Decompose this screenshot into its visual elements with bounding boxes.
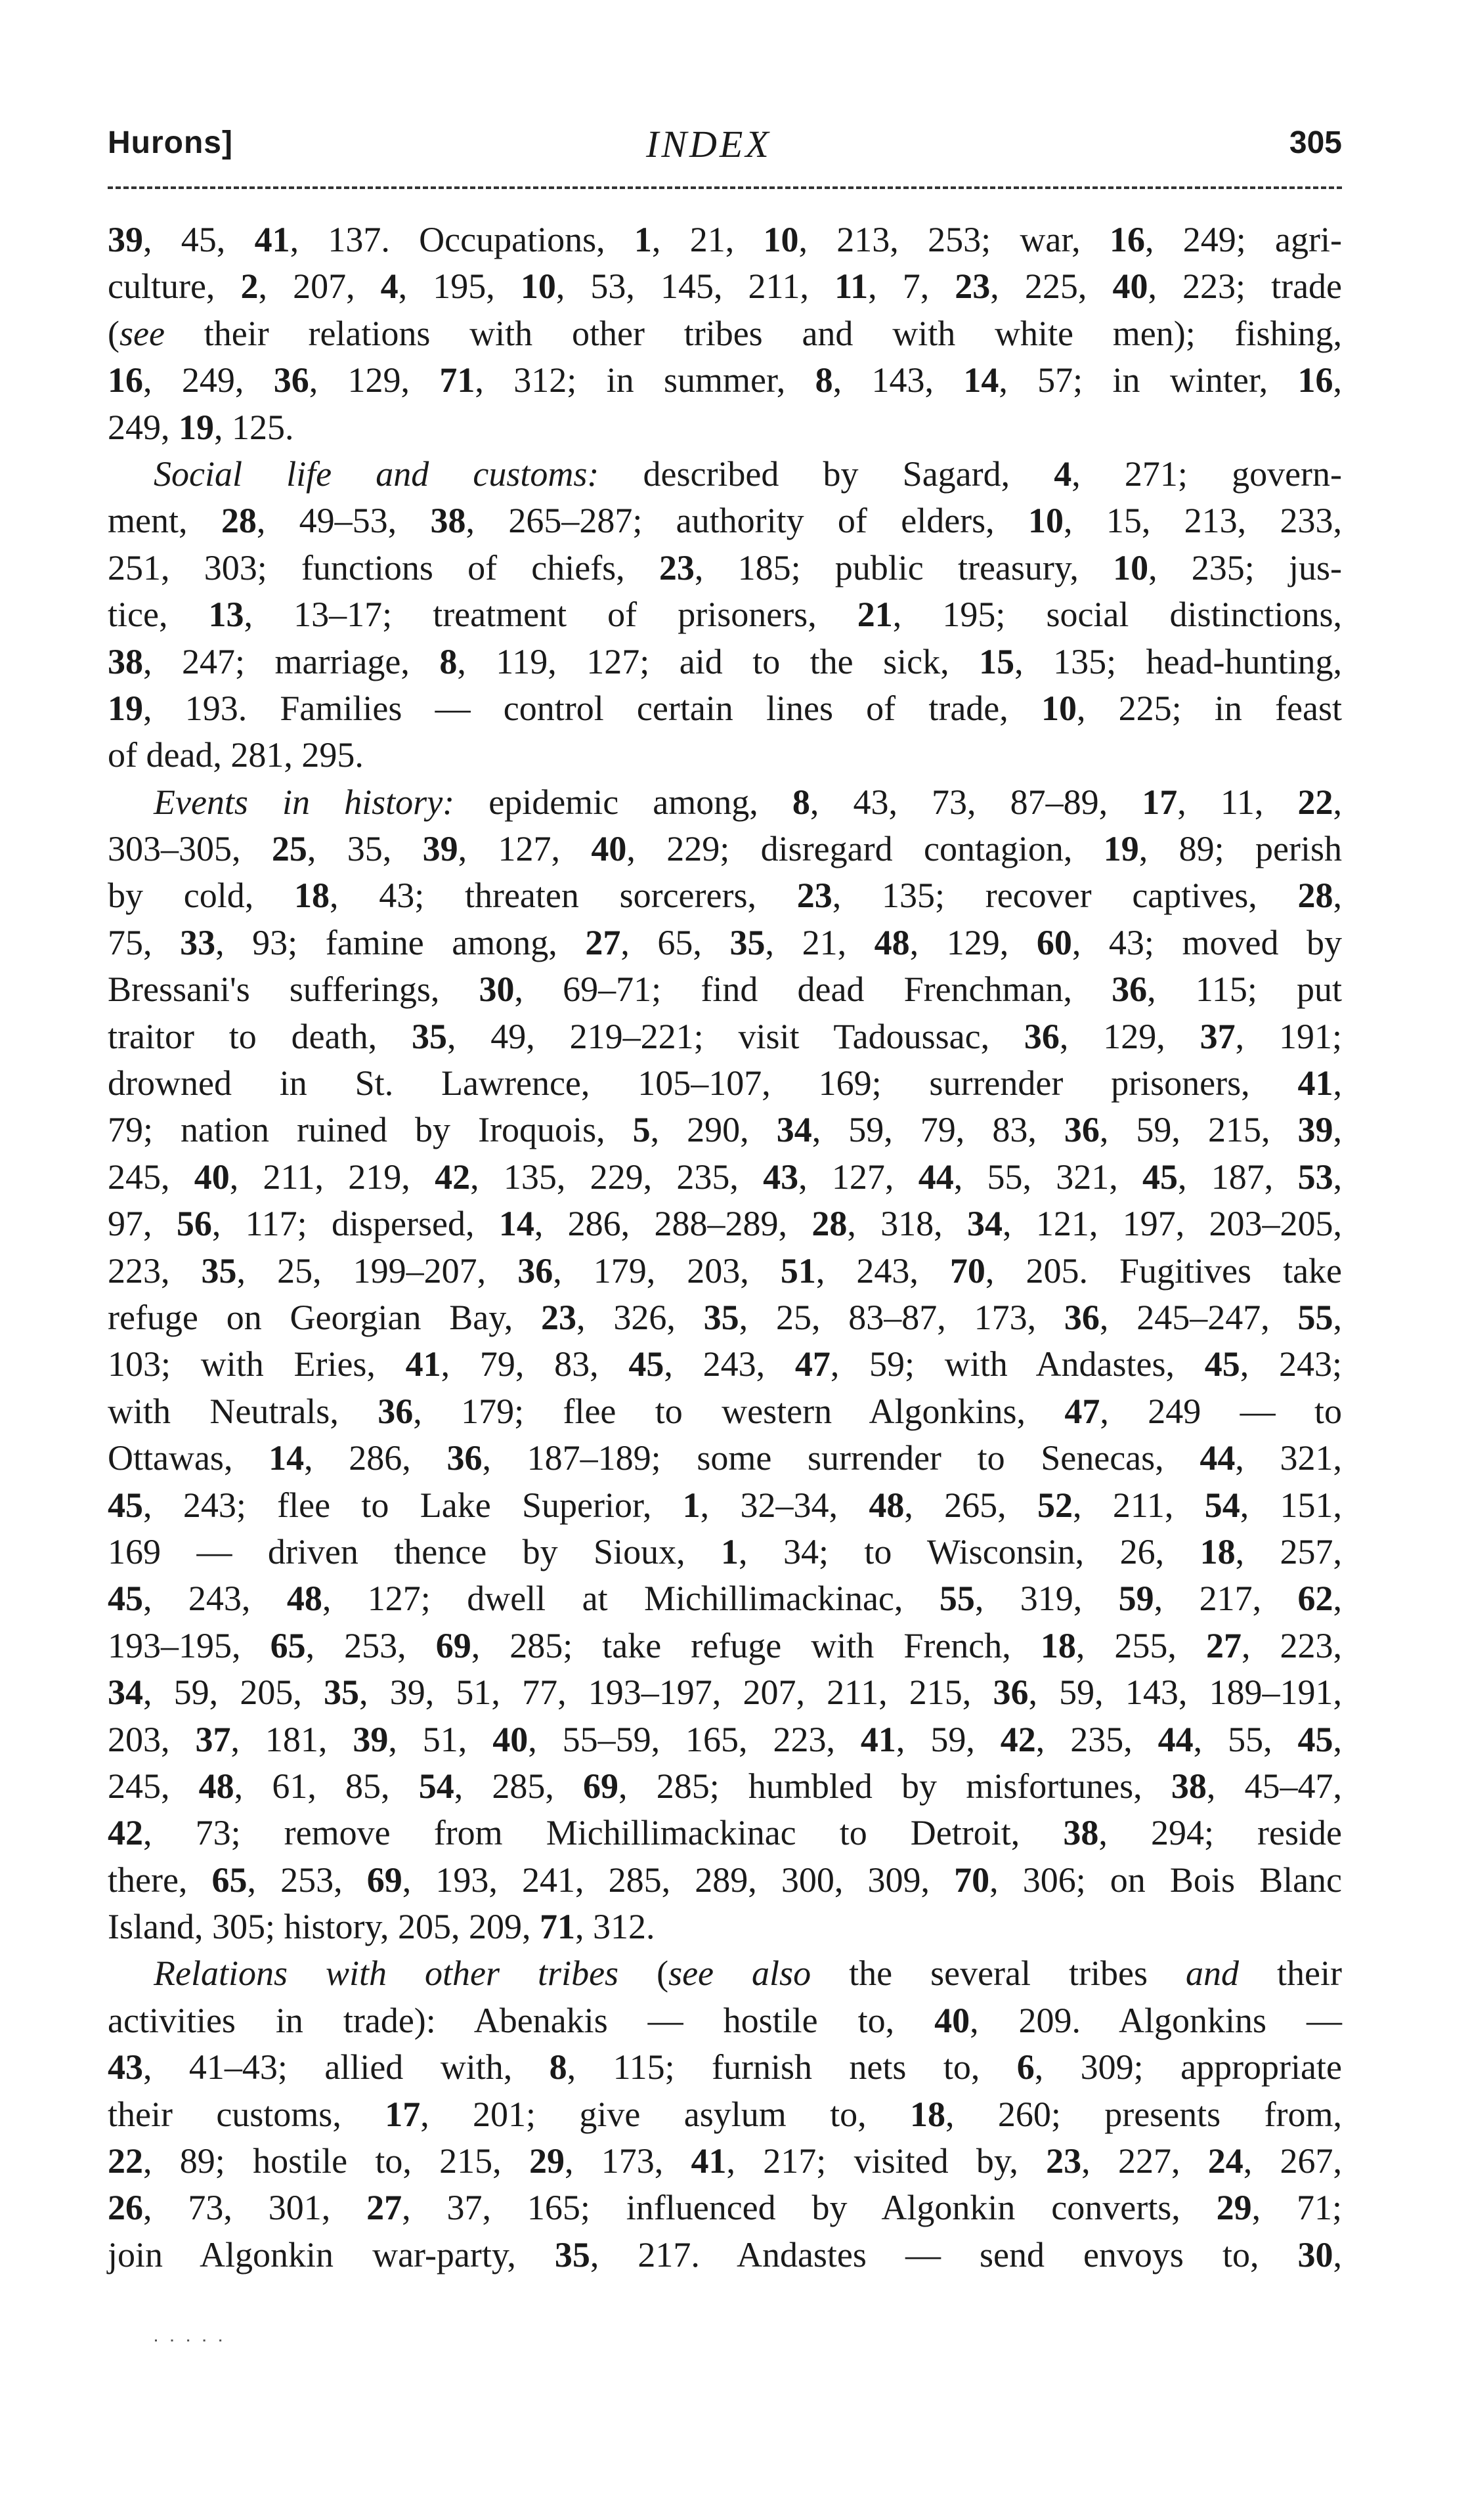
index-line: of dead, 281, 295.: [108, 735, 364, 775]
index-line: Ottawas, 14, 286, 36, 187–189; some surrender to Senecas, 44, 321,: [108, 1438, 1343, 1478]
index-line: 16, 249, 36, 129, 71, 312; in summer, 8, 143, 14, 57; in winter, 16,: [108, 360, 1343, 400]
index-line: 26, 73, 301, 27, 37, 165; influenced by Algonkin converts, 29, 71;: [108, 2188, 1342, 2228]
index-line: there, 65, 253, 69, 193, 241, 285, 289, 300, 309, 70, 306; on Bois Blanc: [108, 1860, 1343, 1900]
index-line: Island, 305; history, 205, 209, 71, 312.: [108, 1907, 655, 1947]
index-line: 22, 89; hostile to, 215, 29, 173, 41, 217; visited by, 23, 227, 24, 267,: [108, 2141, 1343, 2181]
index-line: 223, 35, 25, 199–207, 36, 179, 203, 51, 243, 70, 205. Fugitives take: [108, 1250, 1343, 1291]
header-divider: [108, 186, 1342, 189]
index-line: Events in history: epidemic among, 8, 43, 73, 87–89, 17, 11, 22,: [154, 782, 1342, 822]
index-line: Bressani's sufferings, 30, 69–71; find dead Frenchman, 36, 115; put: [108, 970, 1342, 1010]
header-title: INDEX: [646, 123, 771, 165]
index-line: 249, 19, 125.: [108, 407, 294, 447]
index-line: 79; nation ruined by Iroquois, 5, 290, 34, 59, 79, 83, 36, 59, 215, 39,: [108, 1110, 1343, 1150]
index-line: traitor to death, 35, 49, 219–221; visit Tadoussac, 36, 129, 37, 191;: [108, 1016, 1342, 1056]
index-line: 203, 37, 181, 39, 51, 40, 55–59, 165, 223, 41, 59, 42, 235, 44, 55, 45,: [108, 1719, 1343, 1759]
index-line: 103; with Eries, 41, 79, 83, 45, 243, 47, 59; with Andastes, 45, 243;: [108, 1344, 1342, 1384]
index-line: 45, 243; flee to Lake Superior, 1, 32–34, 48, 265, 52, 211, 54, 151,: [108, 1485, 1343, 1525]
index-line: 245, 40, 211, 219, 42, 135, 229, 235, 43, 127, 44, 55, 321, 45, 187, 53,: [108, 1157, 1343, 1197]
running-header: [108, 125, 1342, 177]
index-line: Social life and customs: described by Sagard, 4, 271; govern-: [154, 454, 1342, 494]
index-line: 39, 45, 41, 137. Occupations, 1, 21, 10, 213, 253; war, 16, 249; agri-: [108, 220, 1342, 259]
index-line: 169 — driven thence by Sioux, 1, 34; to Wisconsin, 26, 18, 257,: [108, 1531, 1342, 1571]
index-line: 303–305, 25, 35, 39, 127, 40, 229; disregard contagion, 19, 89; perish: [108, 829, 1343, 869]
index-line: 43, 41–43; allied with, 8, 115; furnish nets to, 6, 309; appropriate: [108, 2047, 1342, 2087]
index-line: 245, 48, 61, 85, 54, 285, 69, 285; humbled by misfortunes, 38, 45–47,: [108, 1766, 1343, 1806]
index-line: join Algonkin war-party, 35, 217. Andastes — send envoys to, 30,: [108, 2234, 1342, 2274]
index-line: 75, 33, 93; famine among, 27, 65, 35, 21, 48, 129, 60, 43; moved by: [108, 922, 1343, 962]
index-line: refuge on Georgian Bay, 23, 326, 35, 25, 83–87, 173, 36, 245–247, 55,: [108, 1297, 1343, 1337]
index-line: by cold, 18, 43; threaten sorcerers, 23, 135; recover captives, 28,: [108, 876, 1342, 916]
index-body: [108, 217, 1342, 2278]
index-line: 19, 193. Families — control certain lines of trade, 10, 225; in feast: [108, 688, 1342, 728]
index-line: 45, 243, 48, 127; dwell at Michillimackinac, 55, 319, 59, 217, 62,: [108, 1579, 1343, 1619]
index-line: their customs, 17, 201; give asylum to, 18, 260; presents from,: [108, 2094, 1342, 2134]
scan-specks: ˙ ˙ ˙ ˙ ˙: [151, 2337, 226, 2360]
index-line: (see their relations with other tribes and with white men); fishing,: [108, 313, 1342, 353]
header-section-label: Hurons]: [108, 125, 233, 160]
index-line: with Neutrals, 36, 179; flee to western Algonkins, 47, 249 — to: [108, 1391, 1342, 1431]
index-line: 251, 303; functions of chiefs, 23, 185; public treasury, 10, 235; jus-: [108, 547, 1342, 587]
index-line: ment, 28, 49–53, 38, 265–287; authority of elders, 10, 15, 213, 233,: [108, 501, 1343, 541]
index-line: tice, 13, 13–17; treatment of prisoners, 21, 195; social distinctions,: [108, 595, 1342, 635]
index-line: drowned in St. Lawrence, 105–107, 169; surrender prisoners, 41,: [108, 1063, 1342, 1103]
index-line: 42, 73; remove from Michillimackinac to Detroit, 38, 294; reside: [108, 1813, 1342, 1853]
index-line: activities in trade): Abenakis — hostile to, 40, 209. Algonkins —: [108, 2000, 1342, 2040]
index-line: 34, 59, 205, 35, 39, 51, 77, 193–197, 207, 211, 215, 36, 59, 143, 189–191,: [108, 1673, 1343, 1713]
index-line: culture, 2, 207, 4, 195, 10, 53, 145, 211, 11, 7, 23, 225, 40, 223; trade: [108, 267, 1343, 307]
index-line: Relations with other tribes (see also the several tribes and their: [154, 1954, 1342, 1994]
index-line: 97, 56, 117; dispersed, 14, 286, 288–289, 28, 318, 34, 121, 197, 203–205,: [108, 1204, 1343, 1244]
index-line: 38, 247; marriage, 8, 119, 127; aid to the sick, 15, 135; head-hunting,: [108, 641, 1342, 681]
index-line: 193–195, 65, 253, 69, 285; take refuge with French, 18, 255, 27, 223,: [108, 1625, 1343, 1665]
page-number: 305: [1289, 125, 1342, 160]
